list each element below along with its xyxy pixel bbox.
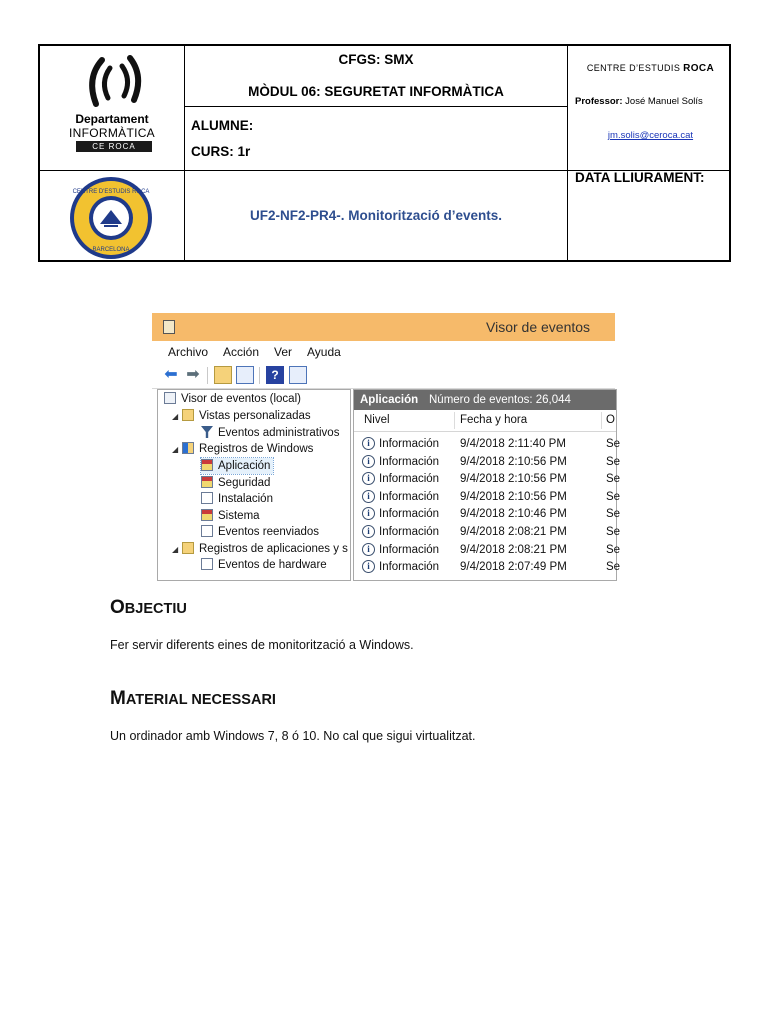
event-row[interactable]: [354, 559, 621, 576]
folder-icon: [182, 409, 194, 421]
event-source: Se: [606, 473, 621, 486]
event-row[interactable]: [354, 524, 621, 541]
tree-item-admin-events[interactable]: [201, 425, 339, 441]
column-header-nivel[interactable]: Nivel: [364, 414, 390, 426]
heading-material: [110, 688, 276, 710]
event-count: Número de eventos: 26,044: [429, 394, 571, 406]
document-header-table: [38, 44, 731, 262]
heading-rest: ATERIAL NECESSARI: [125, 692, 276, 708]
window-titlebar: [152, 313, 615, 341]
expand-arrow-icon[interactable]: ◢: [172, 445, 179, 454]
event-datetime: 9/4/2018 2:08:21 PM: [460, 526, 567, 538]
log-icon: [201, 476, 213, 488]
event-row[interactable]: [354, 436, 621, 453]
log-icon: [201, 459, 213, 471]
tree-item-custom-views[interactable]: [172, 408, 311, 424]
menu-ayuda[interactable]: Ayuda: [307, 345, 341, 359]
events-pane: [353, 389, 621, 581]
heading-initial: M: [110, 688, 126, 709]
window-title: Visor de eventos: [486, 319, 591, 335]
toolbar-separator: [207, 367, 208, 384]
tree-item-label: Instalación: [218, 493, 273, 505]
tree-item-label: Sistema: [218, 510, 260, 522]
professor-email-link[interactable]: jm.solis@ceroca.cat: [607, 130, 694, 141]
menu-ver[interactable]: Ver: [274, 345, 293, 359]
expand-arrow-icon[interactable]: ◢: [172, 412, 179, 421]
event-source: Se: [606, 490, 621, 503]
event-level: Información: [379, 490, 440, 503]
tree-item-label: Eventos reenviados: [218, 526, 320, 538]
event-datetime: 9/4/2018 2:10:46 PM: [460, 508, 567, 521]
tree-item-root[interactable]: [164, 391, 301, 407]
signal-waves-icon: [78, 54, 148, 114]
event-datetime: 9/4/2018 2:10:56 PM: [460, 455, 567, 468]
student-label: ALUMNE:: [191, 118, 254, 133]
event-viewer-icon: [164, 392, 176, 404]
event-level: Información: [379, 438, 440, 450]
log-icon: [201, 525, 213, 537]
tree-item-eventos-reenviados[interactable]: [201, 524, 319, 540]
column-header-origen[interactable]: O: [606, 414, 615, 426]
event-source: Se: [606, 438, 621, 450]
school-name-prefix: CENTRE D’ESTUDIS: [586, 63, 684, 73]
log-icon: [201, 558, 213, 570]
menu-bar: [152, 341, 615, 363]
tree-item-label: Eventos administrativos: [218, 427, 340, 439]
events-pane-header: [354, 390, 616, 410]
module-title: MÒDUL 06: SEGURETAT INFORMÀTICA: [248, 84, 504, 99]
school-name-bold: ROCA: [683, 63, 715, 74]
information-icon: i: [362, 490, 375, 503]
logo-text-ce-roca: CE ROCA: [76, 141, 152, 152]
expand-arrow-icon[interactable]: ◢: [172, 545, 179, 554]
column-separator: [454, 412, 455, 429]
tree-item-label: Registros de aplicaciones y s: [199, 543, 348, 555]
event-row[interactable]: [354, 489, 621, 506]
log-icon: [201, 509, 213, 521]
course-title: CFGS: SMX: [338, 52, 414, 67]
filter-icon: [201, 426, 213, 438]
event-level: Información: [379, 526, 440, 538]
heading-initial: O: [110, 597, 125, 618]
tree-item-label: Vistas personalizadas: [199, 410, 311, 422]
delivery-date-label: DATA LLIURAMENT:: [575, 170, 705, 185]
menu-accion[interactable]: Acción: [223, 345, 260, 359]
tree-item-label: Visor de eventos (local): [181, 393, 301, 405]
event-source: Se: [606, 508, 621, 521]
divider: [184, 46, 185, 260]
event-level: Información: [379, 473, 440, 486]
column-separator: [601, 412, 602, 429]
navigation-tree: [157, 389, 351, 581]
logo-text-informatica: INFORMÀTICA: [69, 126, 155, 140]
centre-estudis-roca-seal: [60, 176, 162, 260]
forward-arrow-icon[interactable]: ➡: [186, 366, 200, 383]
folder-icon: [182, 542, 194, 554]
seal-top-text: CENTRE D'ESTUDIS ROCA: [72, 189, 150, 195]
course-year-label: CURS: 1r: [191, 144, 251, 159]
event-datetime: 9/4/2018 2:10:56 PM: [460, 490, 567, 503]
event-viewer-screenshot: [152, 313, 621, 577]
event-source: Se: [606, 455, 621, 468]
tree-item-seguridad[interactable]: [201, 475, 270, 491]
event-row[interactable]: [354, 542, 621, 559]
information-icon: i: [362, 455, 375, 468]
column-header-fecha[interactable]: Fecha y hora: [460, 414, 528, 426]
heading-objectiu: [110, 597, 187, 619]
tree-item-instalacion[interactable]: [201, 491, 273, 507]
toolbar-separator: [259, 367, 260, 384]
divider: [185, 106, 567, 107]
menu-archivo[interactable]: Archivo: [168, 345, 209, 359]
event-source: Se: [606, 543, 621, 556]
professor-line: [575, 96, 703, 107]
event-source: Se: [606, 526, 621, 538]
tree-item-label: Eventos de hardware: [218, 559, 327, 571]
practice-title: UF2-NF2-PR4-. Monitorització d’events.: [249, 208, 503, 223]
action-pane-icon[interactable]: [289, 366, 307, 384]
folder-up-icon[interactable]: [214, 366, 232, 384]
logo-text-departament: Departament: [75, 112, 149, 126]
event-row[interactable]: [354, 471, 621, 488]
windows-logs-icon: [182, 442, 194, 454]
tree-item-label: Aplicación: [218, 460, 271, 472]
departament-informatica-logo: [40, 46, 184, 170]
column-header-row: [354, 410, 616, 432]
tree-item-hardware-events[interactable]: [201, 557, 327, 573]
event-row[interactable]: [354, 454, 621, 471]
event-datetime: 9/4/2018 2:11:40 PM: [460, 438, 566, 450]
log-icon: [201, 492, 213, 504]
event-level: Información: [379, 561, 440, 574]
tree-item-windows-logs[interactable]: [172, 441, 313, 457]
tree-item-sistema[interactable]: [201, 508, 260, 524]
information-icon: i: [362, 560, 375, 573]
information-icon: i: [362, 437, 375, 450]
event-level: Información: [379, 508, 440, 521]
event-level: Información: [379, 455, 440, 468]
event-row[interactable]: [354, 506, 621, 523]
event-viewer-app-icon: [163, 320, 175, 334]
tree-item-aplicacion[interactable]: [201, 458, 273, 474]
divider: [567, 46, 568, 260]
help-icon[interactable]: ?: [266, 366, 284, 384]
event-source: Se: [606, 561, 621, 574]
objectiu-text: Fer servir diferents eines de monitorització a Windows.: [110, 638, 414, 652]
back-arrow-icon[interactable]: ⬅: [164, 366, 178, 383]
tree-item-label: Seguridad: [218, 477, 271, 489]
heading-rest: BJECTIU: [124, 601, 187, 617]
event-datetime: 9/4/2018 2:07:49 PM: [460, 561, 567, 574]
tree-item-label: Registros de Windows: [199, 443, 314, 455]
information-icon: i: [362, 525, 375, 538]
information-icon: i: [362, 507, 375, 520]
professor-label: Professor:: [575, 96, 623, 107]
school-name: [568, 63, 733, 74]
event-level: Información: [379, 543, 440, 556]
event-datetime: 9/4/2018 2:08:21 PM: [460, 543, 567, 556]
event-datetime: 9/4/2018 2:10:56 PM: [460, 473, 567, 486]
tree-item-app-services-logs[interactable]: [172, 541, 348, 557]
material-text: Un ordinador amb Windows 7, 8 ó 10. No cal que sigui virtualitzat.: [110, 729, 476, 743]
information-icon: i: [362, 472, 375, 485]
toolbar: [152, 363, 615, 389]
seal-bottom-text: BARCELONA: [92, 247, 130, 253]
professor-name: José Manuel Solís: [625, 96, 703, 107]
show-pane-icon[interactable]: [236, 366, 254, 384]
information-icon: i: [362, 543, 375, 556]
pane-title: Aplicación: [360, 394, 419, 406]
